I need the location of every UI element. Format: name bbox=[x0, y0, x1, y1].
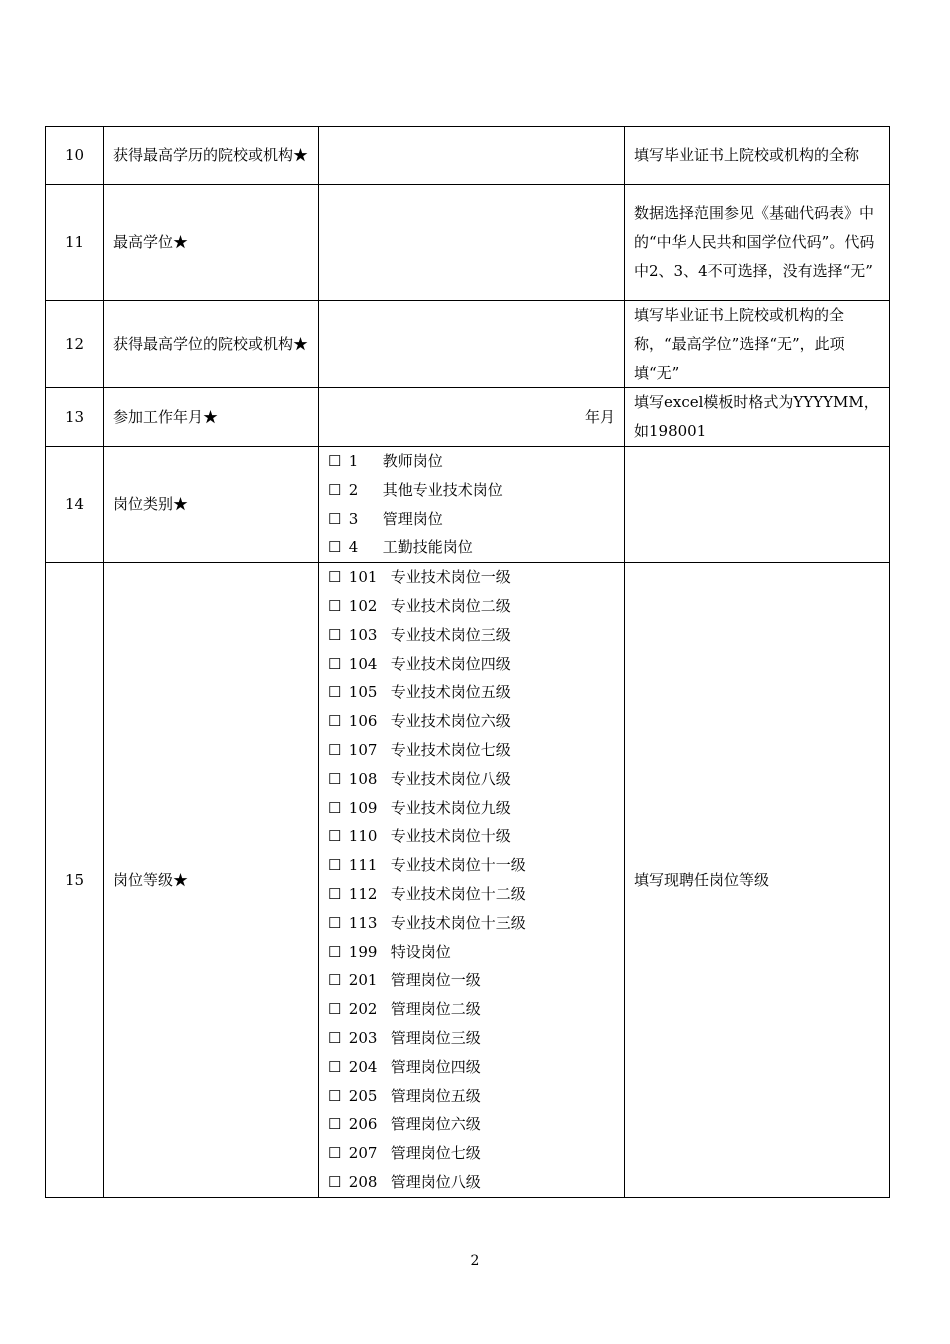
option-label: 管理岗位八级 bbox=[390, 1172, 481, 1191]
option-code: 107 bbox=[348, 740, 378, 759]
checkbox-option[interactable] bbox=[328, 995, 615, 1024]
checkbox-option[interactable] bbox=[328, 1110, 615, 1139]
checkbox-icon[interactable]: ☐ bbox=[328, 971, 342, 990]
field-label: 最高学位★ bbox=[104, 185, 319, 301]
table-row bbox=[46, 127, 890, 185]
checkbox-icon[interactable]: ☐ bbox=[328, 712, 342, 731]
checkbox-icon[interactable]: ☐ bbox=[328, 1144, 342, 1163]
field-label: 参加工作年月★ bbox=[104, 388, 319, 447]
option-label: 专业技术岗位四级 bbox=[390, 654, 511, 673]
option-label: 管理岗位二级 bbox=[390, 1000, 481, 1019]
option-code: 202 bbox=[348, 1000, 378, 1019]
option-label: 管理岗位一级 bbox=[390, 971, 481, 990]
field-description: 填写毕业证书上院校或机构的全称 bbox=[625, 127, 890, 185]
row-number: 10 bbox=[46, 127, 104, 185]
checkbox-icon[interactable]: ☐ bbox=[328, 1172, 342, 1191]
checkbox-option[interactable] bbox=[328, 1053, 615, 1082]
option-label: 教师岗位 bbox=[382, 451, 443, 470]
form-table bbox=[45, 126, 890, 1198]
table-row bbox=[46, 388, 890, 447]
checkbox-option[interactable] bbox=[328, 533, 615, 562]
row-number: 15 bbox=[46, 563, 104, 1198]
field-value[interactable] bbox=[319, 127, 625, 185]
option-code: 102 bbox=[348, 596, 378, 615]
checkbox-icon[interactable]: ☐ bbox=[328, 1057, 342, 1076]
position-grade-options bbox=[319, 563, 625, 1198]
option-label: 管理岗位五级 bbox=[390, 1086, 481, 1105]
checkbox-option[interactable] bbox=[328, 592, 615, 621]
option-label: 管理岗位七级 bbox=[390, 1144, 481, 1163]
option-label: 工勤技能岗位 bbox=[382, 538, 473, 557]
checkbox-option[interactable] bbox=[328, 880, 615, 909]
field-value[interactable] bbox=[319, 185, 625, 301]
option-code: 108 bbox=[348, 769, 378, 788]
option-label: 管理岗位 bbox=[382, 509, 443, 528]
option-label: 管理岗位四级 bbox=[390, 1057, 481, 1076]
option-code: 204 bbox=[348, 1057, 378, 1076]
checkbox-icon[interactable]: ☐ bbox=[328, 827, 342, 846]
checkbox-icon[interactable]: ☐ bbox=[328, 856, 342, 875]
checkbox-option[interactable] bbox=[328, 678, 615, 707]
checkbox-icon[interactable]: ☐ bbox=[328, 509, 342, 528]
option-label: 专业技术岗位九级 bbox=[390, 798, 511, 817]
page-number: 2 bbox=[470, 1253, 480, 1269]
table-row bbox=[46, 301, 890, 388]
checkbox-option[interactable] bbox=[328, 909, 615, 938]
position-category-options bbox=[319, 446, 625, 562]
option-code: 106 bbox=[348, 712, 378, 731]
checkbox-icon[interactable]: ☐ bbox=[328, 740, 342, 759]
checkbox-icon[interactable]: ☐ bbox=[328, 568, 342, 587]
option-label: 管理岗位三级 bbox=[390, 1028, 481, 1047]
checkbox-icon[interactable]: ☐ bbox=[328, 769, 342, 788]
option-code: 203 bbox=[348, 1028, 378, 1047]
option-label: 特设岗位 bbox=[390, 942, 451, 961]
option-code: 206 bbox=[348, 1115, 378, 1134]
row-number: 13 bbox=[46, 388, 104, 447]
option-label: 专业技术岗位二级 bbox=[390, 596, 511, 615]
checkbox-option[interactable] bbox=[328, 966, 615, 995]
option-label: 专业技术岗位五级 bbox=[390, 683, 511, 702]
checkbox-icon[interactable]: ☐ bbox=[328, 884, 342, 903]
checkbox-icon[interactable]: ☐ bbox=[328, 798, 342, 817]
checkbox-option[interactable] bbox=[328, 1024, 615, 1053]
checkbox-icon[interactable]: ☐ bbox=[328, 1115, 342, 1134]
field-label: 获得最高学历的院校或机构★ bbox=[104, 127, 319, 185]
field-description bbox=[625, 446, 890, 562]
option-code: 110 bbox=[348, 827, 378, 846]
option-label: 专业技术岗位十级 bbox=[390, 827, 511, 846]
checkbox-icon[interactable]: ☐ bbox=[328, 942, 342, 961]
option-label: 专业技术岗位八级 bbox=[390, 769, 511, 788]
checkbox-option[interactable] bbox=[328, 1139, 615, 1168]
checkbox-icon[interactable]: ☐ bbox=[328, 1000, 342, 1019]
checkbox-icon[interactable]: ☐ bbox=[328, 625, 342, 644]
option-label: 专业技术岗位一级 bbox=[390, 568, 511, 587]
checkbox-option[interactable] bbox=[328, 1168, 615, 1197]
checkbox-option[interactable] bbox=[328, 650, 615, 679]
field-label: 岗位等级★ bbox=[104, 563, 319, 1198]
option-code: 105 bbox=[348, 683, 378, 702]
checkbox-icon[interactable]: ☐ bbox=[328, 480, 342, 499]
row-number: 14 bbox=[46, 446, 104, 562]
field-value[interactable] bbox=[319, 301, 625, 388]
row-number: 12 bbox=[46, 301, 104, 388]
checkbox-option[interactable] bbox=[328, 794, 615, 823]
year-month-field[interactable]: 年月 bbox=[319, 388, 625, 447]
checkbox-icon[interactable]: ☐ bbox=[328, 683, 342, 702]
option-code: 104 bbox=[348, 654, 378, 673]
checkbox-option[interactable] bbox=[328, 563, 615, 592]
checkbox-icon[interactable]: ☐ bbox=[328, 1086, 342, 1105]
option-code: 201 bbox=[348, 971, 378, 990]
checkbox-icon[interactable]: ☐ bbox=[328, 451, 342, 470]
checkbox-option[interactable] bbox=[328, 447, 615, 476]
table-row bbox=[46, 563, 890, 1198]
checkbox-option[interactable] bbox=[328, 1082, 615, 1111]
option-code: 113 bbox=[348, 913, 378, 932]
checkbox-icon[interactable]: ☐ bbox=[328, 538, 342, 557]
table-row bbox=[46, 446, 890, 562]
option-code: 112 bbox=[348, 884, 378, 903]
option-code: 101 bbox=[348, 568, 378, 587]
row-number: 11 bbox=[46, 185, 104, 301]
option-label: 专业技术岗位三级 bbox=[390, 625, 511, 644]
option-label: 专业技术岗位七级 bbox=[390, 740, 511, 759]
checkbox-icon[interactable]: ☐ bbox=[328, 654, 342, 673]
option-code: 2 bbox=[348, 480, 359, 499]
checkbox-option[interactable] bbox=[328, 765, 615, 794]
checkbox-option[interactable] bbox=[328, 476, 615, 505]
checkbox-option[interactable] bbox=[328, 851, 615, 880]
option-code: 3 bbox=[348, 509, 359, 528]
option-label: 专业技术岗位十三级 bbox=[390, 913, 526, 932]
field-description: 填写excel模板时格式为YYYYMM，如198001 bbox=[625, 388, 890, 447]
option-code: 4 bbox=[348, 538, 359, 557]
field-label: 岗位类别★ bbox=[104, 446, 319, 562]
option-code: 111 bbox=[348, 856, 378, 875]
option-label: 管理岗位六级 bbox=[390, 1115, 481, 1134]
field-description: 填写现聘任岗位等级 bbox=[625, 563, 890, 1198]
option-code: 205 bbox=[348, 1086, 378, 1105]
field-label: 获得最高学位的院校或机构★ bbox=[104, 301, 319, 388]
option-label: 其他专业技术岗位 bbox=[382, 480, 503, 499]
checkbox-option[interactable] bbox=[328, 707, 615, 736]
option-code: 103 bbox=[348, 625, 378, 644]
option-code: 1 bbox=[348, 451, 359, 470]
option-label: 专业技术岗位十一级 bbox=[390, 856, 526, 875]
checkbox-icon[interactable]: ☐ bbox=[328, 913, 342, 932]
field-description: 数据选择范围参见《基础代码表》中的“中华人民共和国学位代码”。代码中2、3、4不可选择，没有选择“无” bbox=[625, 185, 890, 301]
field-description: 填写毕业证书上院校或机构的全称，“最高学位”选择“无”，此项填“无” bbox=[625, 301, 890, 388]
option-code: 207 bbox=[348, 1144, 378, 1163]
checkbox-option[interactable] bbox=[328, 822, 615, 851]
option-code: 109 bbox=[348, 798, 378, 817]
checkbox-option[interactable] bbox=[328, 736, 615, 765]
checkbox-option[interactable] bbox=[328, 938, 615, 967]
table-row bbox=[46, 185, 890, 301]
option-code: 199 bbox=[348, 942, 378, 961]
checkbox-icon[interactable]: ☐ bbox=[328, 596, 342, 615]
option-code: 208 bbox=[348, 1172, 378, 1191]
checkbox-icon[interactable]: ☐ bbox=[328, 1028, 342, 1047]
option-label: 专业技术岗位十二级 bbox=[390, 884, 526, 903]
checkbox-option[interactable] bbox=[328, 621, 615, 650]
option-label: 专业技术岗位六级 bbox=[390, 712, 511, 731]
checkbox-option[interactable] bbox=[328, 505, 615, 534]
